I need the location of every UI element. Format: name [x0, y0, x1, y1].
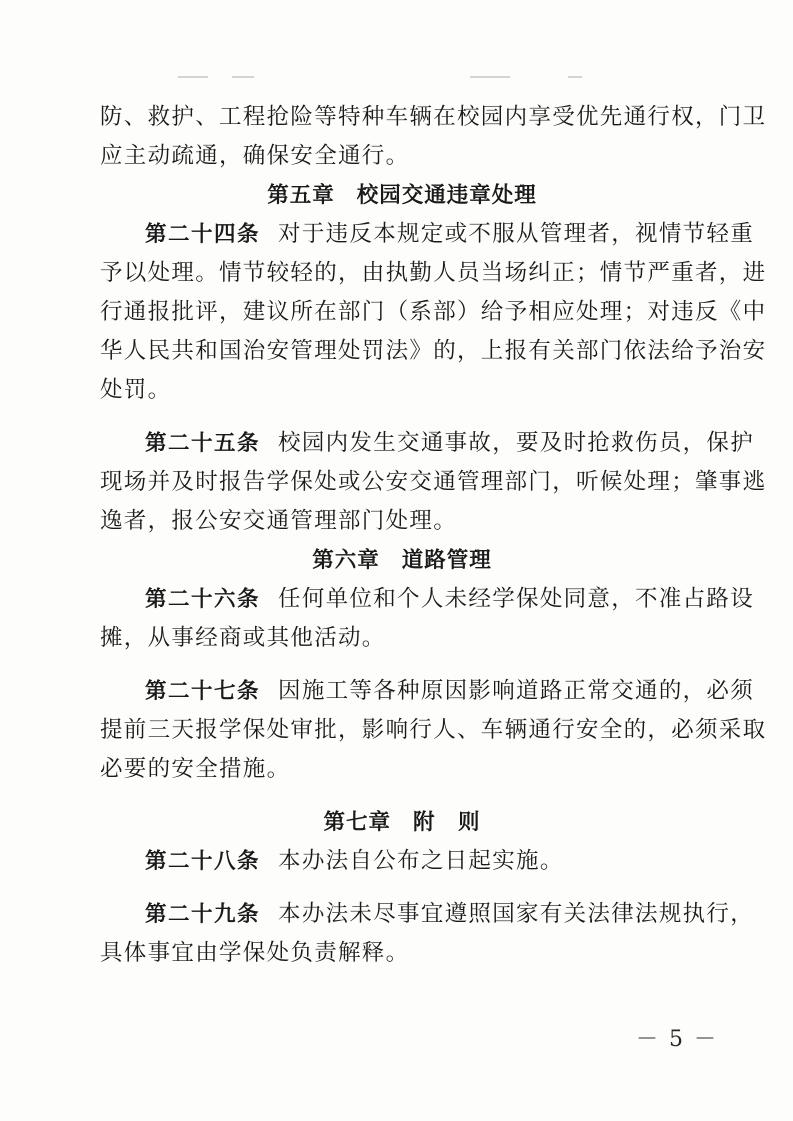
scan-artifact: [178, 76, 208, 78]
scan-artifact: [568, 76, 582, 78]
article-first-line: [100, 424, 755, 463]
article-number: 第二十五条: [145, 431, 261, 456]
article-first-line: [100, 842, 704, 881]
paragraph-line: 必要的安全措施。: [100, 756, 291, 782]
scan-artifact: [232, 76, 254, 78]
paragraph-line: 予以处理。情节较轻的，由执勤人员当场纠正；情节严重者，进: [100, 260, 767, 286]
paragraph-line: 现场并及时报告学保处或公安交通管理部门，听候处理；肇事逃: [100, 469, 767, 495]
article-number: 第二十九条: [145, 902, 261, 927]
paragraph-line: 提前三天报学保处审批，影响行人、车辆通行安全的，必须采取: [100, 717, 767, 743]
paragraph-line: 行通报批评，建议所在部门（系部）给予相应处理；对违反《中: [100, 299, 767, 325]
article-number: 第二十六条: [145, 587, 261, 612]
article-text: 任何单位和个人未经学保处同意，不准占路设: [278, 586, 755, 612]
paragraph-line: 逸者，报公安交通管理部门处理。: [100, 508, 458, 534]
chapter-number: 第五章: [267, 183, 335, 208]
paragraph-line: 应主动疏通，确保安全通行。: [100, 143, 410, 169]
article-first-line: [100, 672, 755, 711]
article-text: 校园内发生交通事故，要及时抢救伤员，保护: [278, 430, 755, 456]
article-first-line: [100, 580, 755, 619]
article-text: 本办法自公布之日起实施。: [278, 848, 564, 874]
paragraph-line: 华人民共和国治安管理处罚法》的，上报有关部门依法给予治安: [100, 338, 767, 364]
chapter-title: 附 则: [413, 810, 481, 835]
chapter-number: 第七章: [323, 810, 391, 835]
chapter-number: 第六章: [312, 548, 380, 573]
article-text: 对于违反本规定或不服从管理者，视情节轻重: [278, 221, 755, 247]
paragraph-line: 防、救护、工程抢险等特种车辆在校园内享受优先通行权，门卫: [100, 104, 767, 130]
chapter-title: 道路管理: [401, 548, 492, 573]
article-number: 第二十四条: [145, 222, 261, 247]
chapter-heading: [100, 541, 704, 580]
article-text: 本办法未尽事宜遵照国家有关法律法规执行，: [278, 901, 755, 927]
chapter-title: 校园交通违章处理: [356, 183, 537, 208]
scan-artifact: [470, 76, 510, 78]
article-number: 第二十七条: [145, 679, 261, 704]
paragraph-line: 具体事宜由学保处负责解释。: [100, 940, 410, 966]
page-number: － 5 －: [636, 1027, 718, 1052]
paragraph-line: 摊，从事经商或其他活动。: [100, 625, 386, 651]
article-first-line: [100, 215, 755, 254]
paragraph-line: 处罚。: [100, 377, 172, 403]
article-text: 因施工等各种原因影响道路正常交通的，必须: [278, 678, 755, 704]
chapter-heading: [100, 176, 704, 215]
chapter-heading: [100, 803, 704, 842]
article-first-line: [100, 895, 755, 934]
document-body: [100, 98, 767, 973]
article-number: 第二十八条: [145, 849, 261, 874]
